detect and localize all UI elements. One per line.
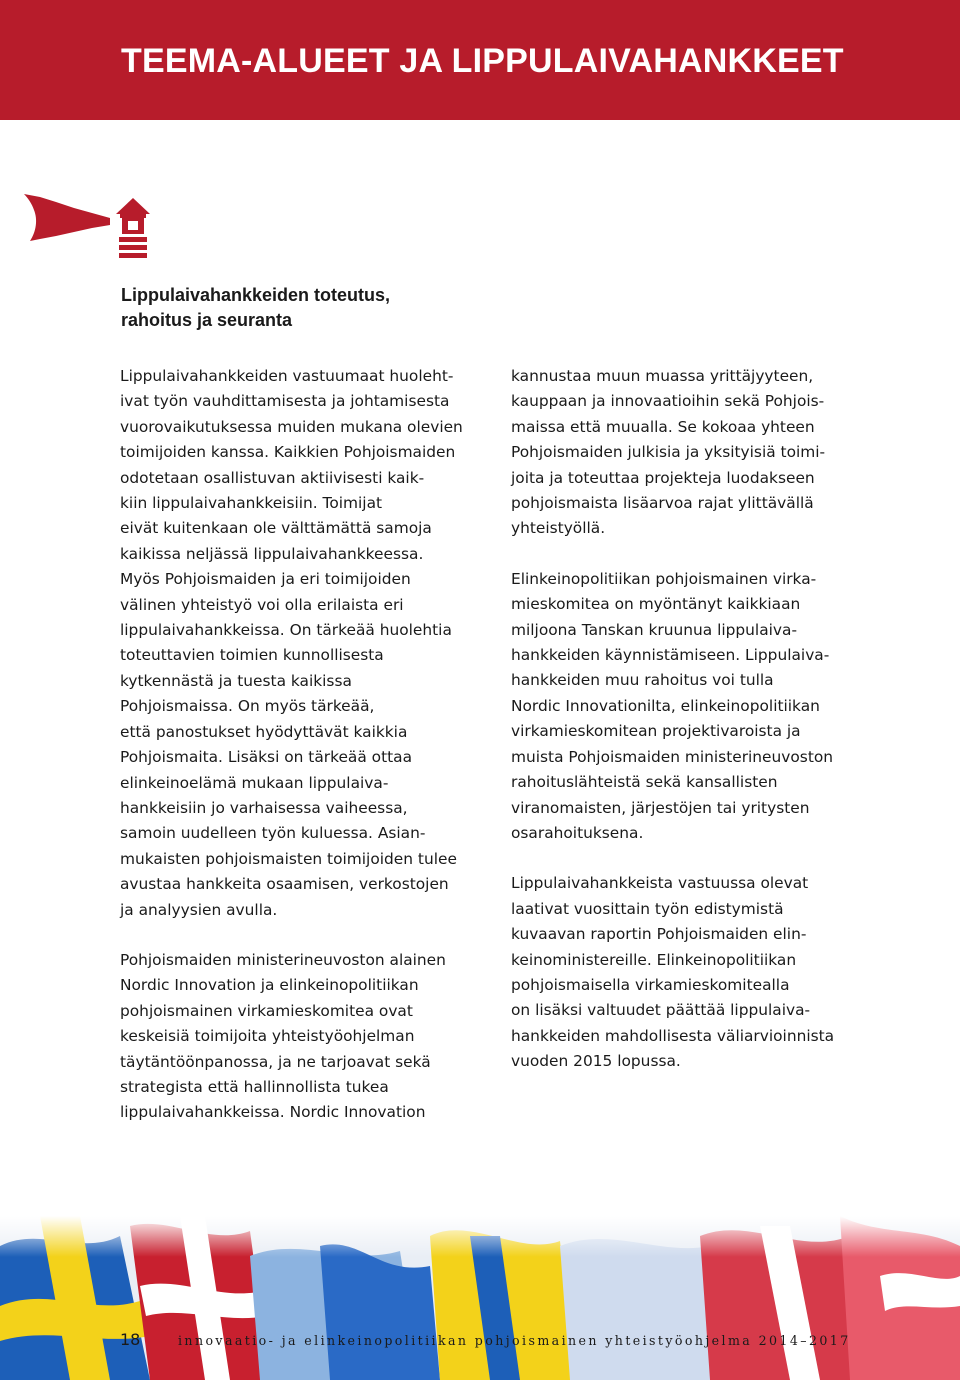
body-paragraph (120, 364, 500, 923)
text-line: keskeisiä toimijoita yhteistyöohjelman (120, 1027, 415, 1046)
text-line: viranomaisten, järjestöjen tai yritysten (511, 798, 810, 817)
text-line: Pohjoismaita. Lisäksi on tärkeää ottaa (120, 748, 413, 767)
text-line: kauppaan ja innovaatioihin sekä Pohjois- (511, 392, 825, 411)
page-title: TEEMA-ALUEET JA LIPPULAIVAHANKKEET (121, 42, 844, 80)
text-line: välinen yhteistyö voi olla erilaista eri (120, 595, 404, 614)
text-line: että panostukset hyödyttävät kaikkia (120, 722, 408, 741)
text-line: on lisäksi valtuudet päättää lippulaiva- (511, 1001, 811, 1020)
text-line: samoin uudelleen työn kuluessa. Asian- (120, 824, 426, 843)
text-line: kiin lippulaivahankkeisiin. Toimijat (120, 494, 383, 513)
text-line: kaikissa neljässä lippulaivahankkeessa. (120, 544, 424, 563)
header-bar (0, 0, 960, 120)
body-paragraph (511, 871, 891, 1074)
text-line: strategista että hallinnollista tukea (120, 1077, 389, 1096)
text-line: mieskomitea on myöntänyt kaikkiaan (511, 595, 801, 614)
text-line: muista Pohjoismaiden ministerineuvoston (511, 747, 834, 766)
text-line: elinkeinoelämä mukaan lippulaiva- (120, 773, 389, 792)
text-line: Lippulaivahankkeiden vastuumaat huoleht- (120, 367, 454, 385)
text-line: avustaa hankkeita osaamisen, verkostojen (120, 875, 449, 894)
text-line: hankkeisiin jo varhaisessa vaiheessa, (120, 798, 408, 817)
flags-photo (0, 1216, 960, 1380)
text-line: maissa että muualla. Se kokoaa yhteen (511, 417, 815, 436)
heading-line: rahoitus ja seuranta (121, 310, 293, 330)
text-line: kytkennästä ja tuesta kaikissa (120, 671, 352, 690)
text-line: joita ja toteuttaa projekteja luodakseen (511, 468, 815, 487)
page-number: 18 (120, 1330, 141, 1349)
text-line: vuorovaikutuksessa muiden mukana olevien (120, 417, 463, 436)
flagship-house-icon (22, 192, 162, 262)
text-line: hankkeiden käynnistämiseen. Lippulaiva- (511, 646, 830, 665)
text-line: odotetaan osallistuvan aktiivisesti kaik- (120, 468, 425, 487)
text-line: pohjoismainen virkamieskomitea ovat (120, 1001, 413, 1020)
text-line: Elinkeinopolitiikan pohjoismainen virka- (511, 569, 817, 588)
left-column (120, 364, 500, 1151)
text-line: osarahoituksena. (511, 823, 644, 842)
footer-title: innovaatio- ja elinkeinopolitiikan pohjoismainen yhteistyöohjelma 2014–2017 (178, 1333, 851, 1348)
text-line: yhteistyöllä. (511, 519, 606, 538)
text-line: eivät kuitenkaan ole välttämättä samoja (120, 519, 432, 538)
text-line: Nordic Innovation ja elinkeinopolitiikan (120, 976, 419, 995)
text-line: miljoona Tanskan kruunua lippulaiva- (511, 620, 798, 639)
body-paragraph (120, 948, 500, 1126)
text-line: mukaisten pohjoismaisten toimijoiden tulee (120, 849, 457, 868)
text-line: hankkeiden muu rahoitus voi tulla (511, 671, 774, 690)
text-line: pohjoismaisella virkamieskomitealla (511, 975, 790, 994)
text-line: Pohjoismaissa. On myös tärkeää, (120, 697, 375, 716)
text-line: hankkeiden mahdollisesta väliarvioinnista (511, 1026, 835, 1045)
text-line: lippulaivahankkeissa. On tärkeää huolehtia (120, 621, 452, 640)
text-line: täytäntöönpanossa, ja ne tarjoavat sekä (120, 1052, 431, 1071)
text-line: Nordic Innovationilta, elinkeinopolitiikan (511, 696, 820, 715)
text-line: vuoden 2015 lopussa. (511, 1052, 681, 1071)
text-line: ivat työn vauhdittamisesta ja johtamisesta (120, 392, 450, 411)
body-paragraph (511, 364, 891, 542)
text-line: kuvaavan raportin Pohjoismaiden elin- (511, 925, 807, 944)
text-line: ja analyysien avulla. (120, 900, 278, 919)
text-line: kannustaa muun muassa yrittäjyyteen, (511, 367, 814, 385)
text-line: virkamieskomitean projektivaroista ja (511, 722, 801, 741)
text-line: Pohjoismaiden julkisia ja yksityisiä toimi- (511, 443, 826, 462)
text-line: rahoituslähteistä sekä kansallisten (511, 773, 778, 792)
text-line: pohjoismaista lisäarvoa rajat ylittävällä (511, 494, 814, 513)
text-line: toteuttavien toimien kunnollisesta (120, 646, 384, 665)
text-line: toimijoiden kanssa. Kaikkien Pohjoismaiden (120, 443, 456, 462)
text-line: Pohjoismaiden ministerineuvoston alainen (120, 950, 446, 969)
text-line: laativat vuosittain työn edistymistä (511, 899, 784, 918)
text-line: lippulaivahankkeissa. Nordic Innovation (120, 1103, 426, 1122)
section-heading (121, 283, 390, 333)
right-column (511, 364, 891, 1100)
body-paragraph (511, 567, 891, 846)
text-line: Lippulaivahankkeista vastuussa olevat (511, 874, 809, 893)
text-line: Myös Pohjoismaiden ja eri toimijoiden (120, 570, 411, 589)
text-line: keinoministereille. Elinkeinopolitiikan (511, 950, 797, 969)
heading-line: Lippulaivahankkeiden toteutus, (121, 285, 391, 305)
